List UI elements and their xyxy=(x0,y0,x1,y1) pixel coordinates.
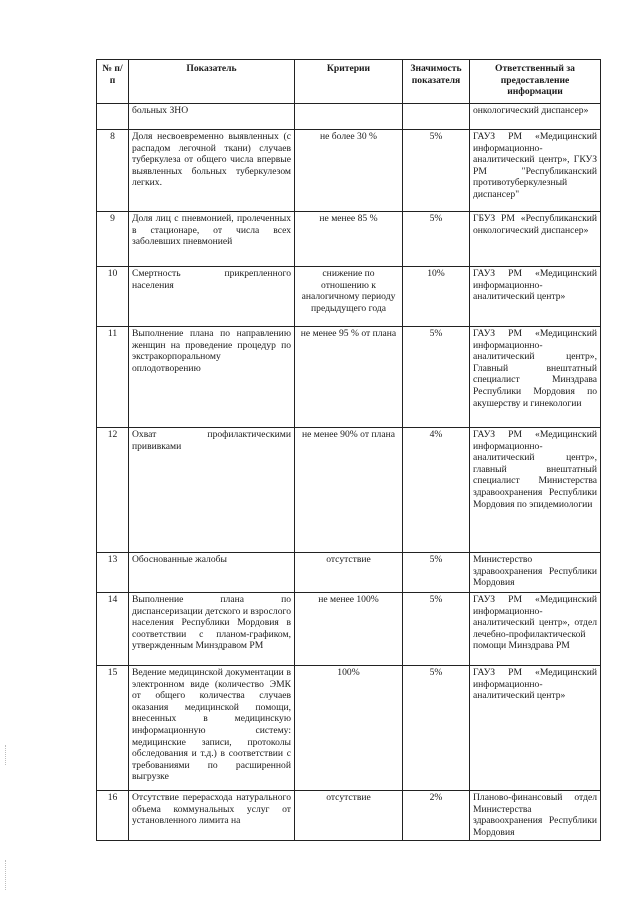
row-responsible: ГАУЗ РМ «Медицинский информационно-аналитический центр», ГКУЗ РМ "Республиканский противотуберкулезный диспансер" xyxy=(470,130,601,212)
row-num: 8 xyxy=(97,130,129,212)
table-row xyxy=(97,212,601,267)
row-significance: 5% xyxy=(403,593,470,666)
row-responsible: ГАУЗ РМ «Медицинский информационно-аналитический центр» xyxy=(470,267,601,327)
table-row xyxy=(97,327,601,428)
row-criterion: не менее 100% xyxy=(295,593,403,666)
row-significance: 5% xyxy=(403,666,470,791)
scan-artifact xyxy=(5,860,7,890)
scan-artifact xyxy=(5,745,7,765)
row-significance: 2% xyxy=(403,791,470,841)
row-num: 16 xyxy=(97,791,129,841)
row-num: 15 xyxy=(97,666,129,791)
table-header-row xyxy=(97,60,601,104)
row-criterion: отсутствие xyxy=(295,553,403,593)
row-responsible: ГБУЗ РМ «Республиканский онкологический диспансер» xyxy=(470,212,601,267)
row-num: 13 xyxy=(97,553,129,593)
row-responsible: онкологический диспансер» xyxy=(470,104,601,130)
row-indicator: Обоснованные жалобы xyxy=(129,553,295,593)
row-responsible: Планово-финансовый отдел Министерства здравоохранения Республики Мордовия xyxy=(470,791,601,841)
row-criterion: не менее 95 % от плана xyxy=(295,327,403,428)
table-row xyxy=(97,130,601,212)
row-criterion xyxy=(295,104,403,130)
row-significance: 10% xyxy=(403,267,470,327)
row-significance: 5% xyxy=(403,130,470,212)
table-row xyxy=(97,791,601,841)
row-num: 10 xyxy=(97,267,129,327)
row-num: 9 xyxy=(97,212,129,267)
row-responsible: ГАУЗ РМ «Медицинский информационно-аналитический центр», отдел лечебно-профилактической помощи Минздрава РМ xyxy=(470,593,601,666)
row-indicator: Выполнение плана по направлению женщин на проведение процедур по экстракорпоральному оплодотворению xyxy=(129,327,295,428)
row-criterion: не менее 90% от плана xyxy=(295,428,403,553)
row-significance: 5% xyxy=(403,212,470,267)
header-significance: Значимость показателя xyxy=(403,60,470,104)
row-indicator: Охват профилактическими прививками xyxy=(129,428,295,553)
row-criterion: снижение по отношению к аналогичному периоду предыдущего года xyxy=(295,267,403,327)
table-row xyxy=(97,267,601,327)
row-criterion: не менее 85 % xyxy=(295,212,403,267)
indicators-table xyxy=(96,59,601,841)
row-responsible: ГАУЗ РМ «Медицинский информационно-аналитический центр» xyxy=(470,666,601,791)
row-num: 11 xyxy=(97,327,129,428)
row-indicator: Ведение медицинской документации в электронном виде (количество ЭМК от общего количества случаев оказания медицинской помощи, внесенных в медицинскую информационную систему: медицинские записи, протоколы обследования и т.д.) в соответствии с требованиями по расширенной выгрузке xyxy=(129,666,295,791)
table-row xyxy=(97,593,601,666)
header-indicator: Показатель xyxy=(129,60,295,104)
row-significance xyxy=(403,104,470,130)
table-row xyxy=(97,428,601,553)
table-row xyxy=(97,104,601,130)
row-responsible: ГАУЗ РМ «Медицинский информационно-аналитический центр», Главный внештатный специалист Минздрава Республики Мордовия по акушерству и гинекологии xyxy=(470,327,601,428)
row-num: 14 xyxy=(97,593,129,666)
table-row xyxy=(97,666,601,791)
row-responsible: ГАУЗ РМ «Медицинский информационно-аналитический центр», главный внештатный специалист Министерства здравоохранения Республики Мордовия по эпидемиологии xyxy=(470,428,601,553)
row-criterion: 100% xyxy=(295,666,403,791)
row-significance: 5% xyxy=(403,553,470,593)
row-significance: 4% xyxy=(403,428,470,553)
document-page xyxy=(96,59,601,841)
row-criterion: отсутствие xyxy=(295,791,403,841)
row-responsible: Министерство здравоохранения Республики Мордовия xyxy=(470,553,601,593)
header-responsible: Ответственный за предоставление информации xyxy=(470,60,601,104)
row-num xyxy=(97,104,129,130)
row-criterion: не более 30 % xyxy=(295,130,403,212)
row-significance: 5% xyxy=(403,327,470,428)
row-indicator: Выполнение плана по диспансеризации детского и взрослого населения Республики Мордовия в соответствии с планом-графиком, утвержденным Минздравом РМ xyxy=(129,593,295,666)
row-indicator: больных ЗНО xyxy=(129,104,295,130)
header-criterion: Критерии xyxy=(295,60,403,104)
header-num: № п/п xyxy=(97,60,129,104)
row-indicator: Отсутствие перерасхода натурального объема коммунальных услуг от установленного лимита на xyxy=(129,791,295,841)
row-indicator: Доля несвоевременно выявленных (с распадом легочной ткани) случаев туберкулеза от общего числа впервые выявленных больных туберкулезом легких. xyxy=(129,130,295,212)
row-indicator: Смертность прикрепленного населения xyxy=(129,267,295,327)
table-row xyxy=(97,553,601,593)
row-indicator: Доля лиц с пневмонией, пролеченных в стационаре, от числа всех заболевших пневмонией xyxy=(129,212,295,267)
row-num: 12 xyxy=(97,428,129,553)
